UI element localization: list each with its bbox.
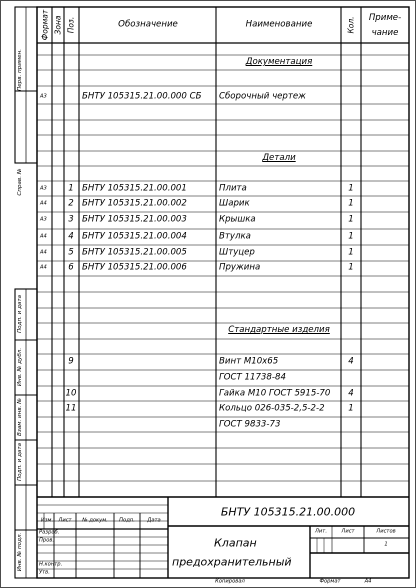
tb-kopiroval: Копировал	[215, 578, 245, 585]
row-qty: 1	[348, 183, 354, 194]
row-designation: БНТУ 105315.21.00.001	[82, 183, 187, 194]
tb-listov-value: 1	[384, 541, 388, 548]
tb-utv: Утв.	[39, 569, 50, 576]
side-vzam-inv: Взам. инв. №	[17, 398, 24, 436]
row-name: ГОСТ 11738-84	[219, 372, 286, 383]
section-standard: Стандартные изделия	[228, 325, 330, 335]
row-pos: 3	[68, 214, 74, 225]
side-inv-dubl: Инв. № дубл.	[17, 347, 24, 387]
tb-list: Лист	[58, 517, 72, 524]
row-pos: 5	[68, 247, 74, 258]
header-name: Наименование	[245, 19, 313, 30]
side-sprav: Справ. №	[17, 168, 24, 196]
row-pos: 1	[68, 183, 74, 194]
row-name: Пружина	[219, 262, 261, 273]
tb-n-dokum: № докум.	[82, 517, 108, 524]
tb-data: Дата	[147, 517, 161, 524]
row-name: Крышка	[219, 214, 256, 225]
row-designation: БНТУ 105315.21.00.003	[82, 214, 187, 225]
header-designation: Обозначение	[118, 19, 178, 30]
side-podp-data-2: Подп. и дата	[17, 442, 24, 482]
header-note-line1: Приме-	[368, 13, 402, 23]
row-name: Втулка	[219, 231, 251, 242]
row-pos: 2	[68, 198, 74, 209]
side-podp-data-1: Подп. и дата	[17, 294, 24, 334]
row-designation: БНТУ 105315.21.00.006	[82, 262, 187, 273]
row-name: ГОСТ 9833-73	[219, 419, 281, 430]
tb-razrab: Разраб.	[39, 529, 60, 536]
title-line1: Клапан	[214, 536, 257, 550]
row-pos: 4	[68, 231, 74, 242]
row-format: А3	[40, 185, 47, 192]
row-name: Плита	[219, 183, 247, 194]
row-designation: БНТУ 105315.21.00.005	[82, 247, 187, 258]
header-zone: Зона	[53, 15, 63, 35]
side-perv-primen: Перв. примен.	[17, 49, 24, 91]
row-name: Сборочный чертеж	[219, 91, 306, 102]
row-qty: 1	[348, 403, 354, 414]
row-qty: 1	[348, 231, 354, 242]
row-format: А4	[40, 233, 47, 240]
row-name: Винт М10х65	[219, 356, 279, 367]
row-format: А4	[40, 200, 47, 207]
tb-podp: Подп.	[119, 517, 135, 524]
header-format: Формат	[40, 9, 50, 41]
tb-format-value: А4	[364, 578, 372, 585]
tb-listov-label: Листов	[376, 528, 396, 535]
row-qty: 4	[348, 356, 354, 367]
section-parts: Детали	[262, 153, 296, 163]
row-name: Штуцер	[219, 247, 255, 258]
row-name: Кольцо 026-035-2,5-2-2	[219, 403, 325, 414]
row-qty: 1	[348, 247, 354, 258]
tb-prov: Пров.	[39, 537, 55, 544]
tb-n-kontr: Н.контр.	[39, 561, 63, 568]
row-format: А3	[40, 216, 47, 223]
tb-list-label: Лист	[341, 528, 355, 535]
row-qty: 1	[348, 262, 354, 273]
row-format: А3	[40, 93, 47, 100]
doc-number: БНТУ 105315.21.00.000	[220, 505, 356, 519]
row-designation: БНТУ 105315.21.00.002	[82, 198, 187, 209]
row-format: А4	[40, 249, 47, 256]
row-qty: 1	[348, 214, 354, 225]
row-pos: 9	[68, 356, 74, 367]
side-inv-podl: Инв. № подл.	[17, 532, 24, 572]
row-qty: 1	[348, 198, 354, 209]
header-note-line2: чание	[371, 28, 399, 38]
row-pos: 10	[65, 388, 77, 399]
row-pos: 11	[65, 403, 77, 414]
row-format: А4	[40, 264, 47, 271]
section-documentation: Документация	[245, 57, 313, 67]
tb-izm: Изм.	[40, 517, 54, 524]
row-designation: БНТУ 105315.21.00.004	[82, 231, 187, 242]
tb-lit: Лит.	[315, 528, 327, 535]
row-name: Гайка М10 ГОСТ 5915-70	[219, 388, 331, 399]
tb-format: Формат	[319, 578, 341, 585]
header-qty: Кол.	[346, 16, 356, 34]
row-pos: 6	[68, 262, 74, 273]
row-name: Шарик	[219, 198, 250, 209]
title-line2: предохранительный	[172, 555, 292, 569]
header-pos: Поз.	[66, 16, 76, 34]
row-designation: БНТУ 105315.21.00.000 СБ	[82, 91, 202, 102]
row-qty: 4	[348, 388, 354, 399]
